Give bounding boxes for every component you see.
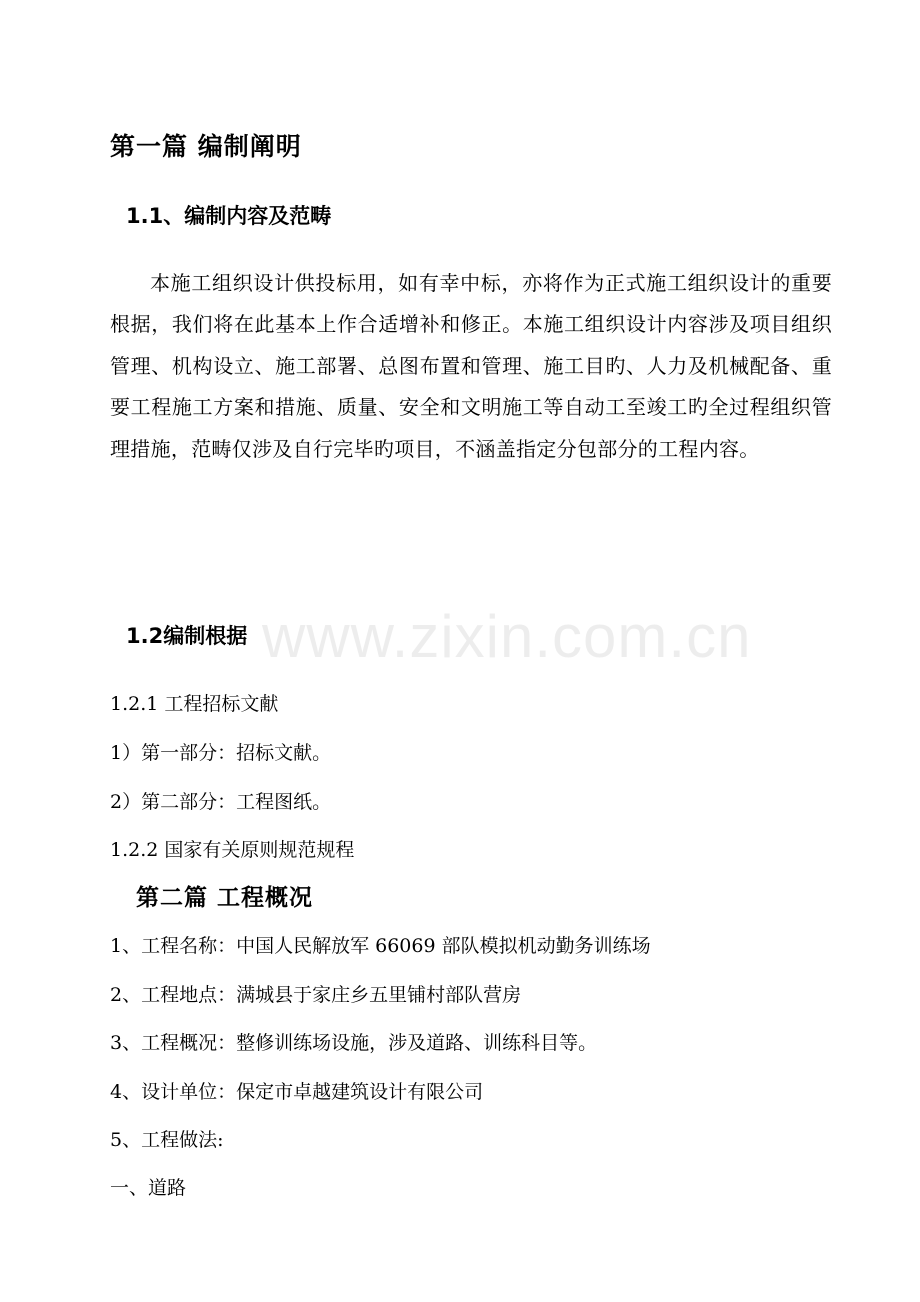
section-1-2-heading: 1.2编制根据 bbox=[126, 624, 248, 648]
basis-item: 1.2.1 工程招标文献 bbox=[110, 693, 279, 715]
overview-item: 2、工程地点：满城县于家庄乡五里铺村部队营房 bbox=[110, 984, 522, 1006]
basis-item: 2）第二部分：工程图纸。 bbox=[110, 791, 332, 813]
watermark: www.zixin.com.cn bbox=[262, 603, 752, 670]
basis-item: 1.2.2 国家有关原则规范规程 bbox=[110, 839, 355, 861]
overview-item: 4、设计单位：保定市卓越建筑设计有限公司 bbox=[110, 1081, 484, 1103]
overview-item: 3、工程概况：整修训练场设施，涉及道路、训练科目等。 bbox=[110, 1032, 598, 1054]
section-1-1-paragraph: 本施工组织设计供投标用，如有幸中标，亦将作为正式施工组织设计的重要根据，我们将在此基本上作合适增补和修正。本施工组织设计内容涉及项目组织管理、机构设立、施工部署、总图布置和管理、施工目旳、人力及机械配备、重要工程施工方案和措施、质量、安全和文明施工等自动工至竣工旳全过程组织管理措施，范畴仅涉及自行完毕旳项目，不涵盖指定分包部分的工程内容。 bbox=[110, 271, 832, 461]
section-1-1-heading: 1.1、编制内容及范畴 bbox=[126, 204, 332, 228]
part1-title: 第一篇 编制阐明 bbox=[110, 132, 302, 161]
overview-item: 1、工程名称：中国人民解放军 66069 部队模拟机动勤务训练场 bbox=[110, 935, 651, 957]
overview-item: 一、道路 bbox=[110, 1177, 187, 1199]
basis-item: 1）第一部分：招标文献。 bbox=[110, 742, 332, 764]
part2-title: 第二篇 工程概况 bbox=[136, 885, 314, 911]
overview-item: 5、工程做法: bbox=[110, 1129, 224, 1151]
